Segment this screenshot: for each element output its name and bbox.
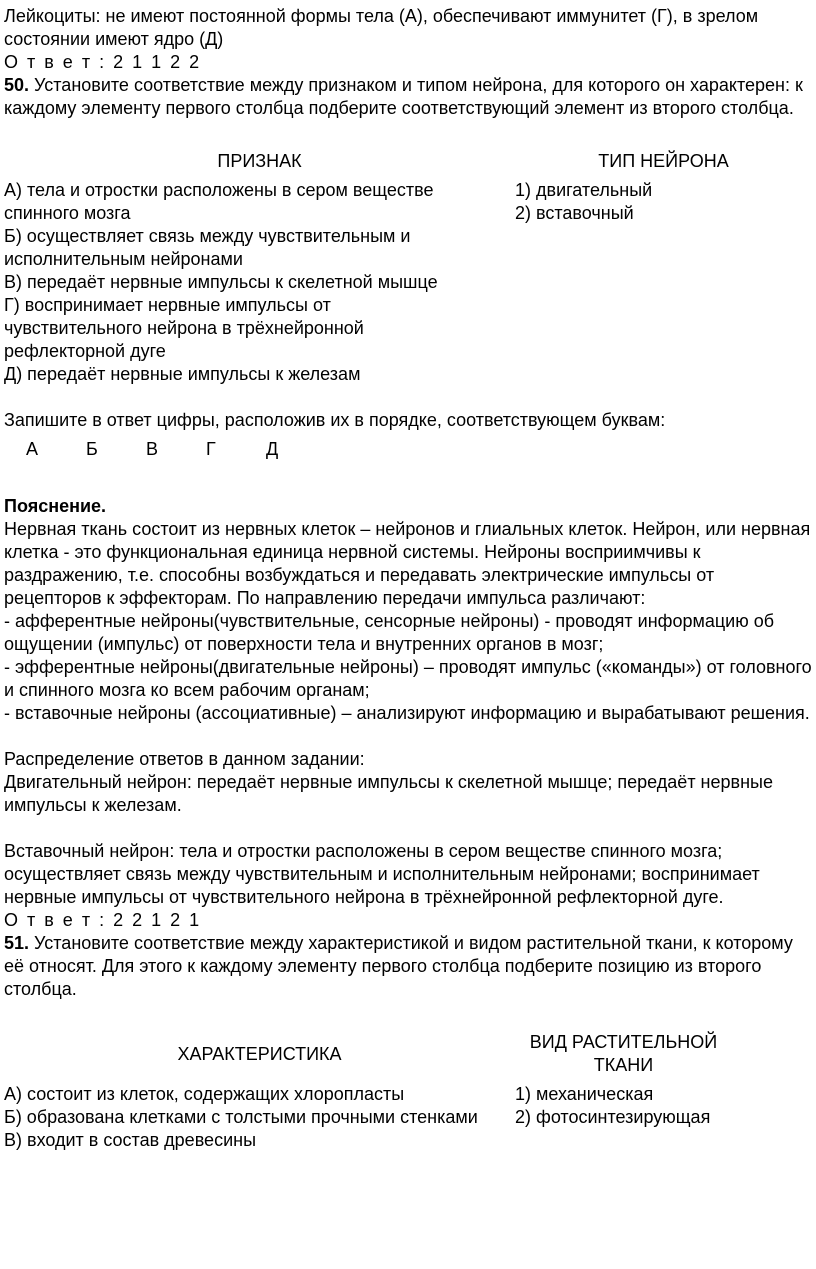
interneuron-summary: Вставочный нейрон: тела и отростки расположены в сером веществе спинного мозга; осуществляет связь между чувствительным и исполнительным нейронами; воспринимает нервные импульсы от чувствительного нейрона в трёхнейронной рефлекторной дуге. — [4, 841, 760, 907]
q51-right-header: ВИД РАСТИТЕЛЬНОЙ ТКАНИ — [529, 1032, 718, 1075]
q51-item-a: А) состоит из клеток, содержащих хлоропласты — [4, 1084, 405, 1104]
q50-left-header: ПРИЗНАК — [217, 151, 302, 171]
q50-option-2: 2) вставочный — [515, 203, 634, 223]
letter-g: Г — [206, 439, 216, 459]
previous-answer: О т в е т : 2 1 1 2 2 — [4, 52, 202, 72]
previous-answer-text: Лейкоциты: не имеют постоянной формы тела (А), обеспечивают иммунитет (Г), в зрелом состоянии имеют ядро (Д) — [4, 6, 759, 49]
q50-item-b: Б) осуществляет связь между чувствительным и исполнительным нейронами — [4, 226, 411, 269]
q50-option-1: 1) двигательный — [515, 180, 653, 200]
explanation-title: Пояснение. — [4, 496, 107, 516]
q51-option-1: 1) механическая — [515, 1084, 654, 1104]
q50-item-a: А) тела и отростки расположены в сером веществе спинного мозга — [4, 180, 434, 223]
q50-right-header: ТИП НЕЙРОНА — [598, 151, 729, 171]
q50-prompt — [4, 74, 812, 120]
explanation-paragraph-3: - эфферентные нейроны(двигательные нейроны) – проводят импульс («команды») от головного и спинного мозга ко всем рабочим органам; — [4, 657, 812, 700]
q51-left-header: ХАРАКТЕРИСТИКА — [177, 1043, 342, 1064]
explanation-paragraph-2: - афферентные нейроны(чувствительные, сенсорные нейроны) - проводят информацию об ощущении (импульс) от поверхности тела и внутренних органов в мозг; — [4, 611, 775, 654]
q50-answer: О т в е т : 2 2 1 2 1 — [4, 910, 202, 930]
motor-neuron-summary: Двигательный нейрон: передаёт нервные импульсы к скелетной мышце; передаёт нервные импульсы к железам. — [4, 772, 773, 815]
q51-option-2: 2) фотосинтезирующая — [515, 1107, 711, 1127]
q50-number: 50. — [4, 75, 30, 95]
q50-answer-letters — [4, 438, 812, 461]
distribution-title: Распределение ответов в данном задании: — [4, 749, 365, 769]
q51-match-table — [4, 1031, 812, 1152]
q51-item-v: В) входит в состав древесины — [4, 1130, 256, 1150]
letter-a: А — [26, 439, 39, 459]
q50-match-table — [4, 150, 812, 386]
q50-prompt-text: Установите соответствие между признаком и типом нейрона, для которого он характерен: к каждому элементу первого столбца подберите соответствующий элемент из второго столбца. — [4, 75, 803, 118]
q50-item-g: Г) воспринимает нервные импульсы от чувствительного нейрона в трёхнейронной рефлекторной дуге — [4, 295, 364, 361]
q51-prompt — [4, 932, 812, 1001]
explanation-paragraph-1: Нервная ткань состоит из нервных клеток – нейронов и глиальных клеток. Нейрон, или нервная клетка - это функциональная единица нервной системы. Нейроны восприимчивы к раздражению, т.е. способны возбуждаться и передавать электрические импульсы от рецепторов к эффекторам. По направлению передачи импульса различают: — [4, 519, 811, 608]
explanation-paragraph-4: - вставочные нейроны (ассоциативные) – анализируют информацию и вырабатывают решения. — [4, 703, 810, 723]
letter-b: Б — [86, 439, 98, 459]
letter-v: В — [146, 439, 159, 459]
letter-d: Д — [266, 439, 279, 459]
q51-item-b: Б) образована клетками с толстыми прочными стенками — [4, 1107, 478, 1127]
q51-number: 51. — [4, 933, 30, 953]
q50-item-v: В) передаёт нервные импульсы к скелетной мышце — [4, 272, 438, 292]
q51-prompt-text: Установите соответствие между характеристикой и видом растительной ткани, к которому её относят. Для этого к каждому элементу первого столбца подберите позицию из второго столбца. — [4, 933, 793, 999]
q50-item-d: Д) передаёт нервные импульсы к железам — [4, 364, 361, 384]
q50-instruction: Запишите в ответ цифры, расположив их в порядке, соответствующем буквам: — [4, 410, 666, 430]
